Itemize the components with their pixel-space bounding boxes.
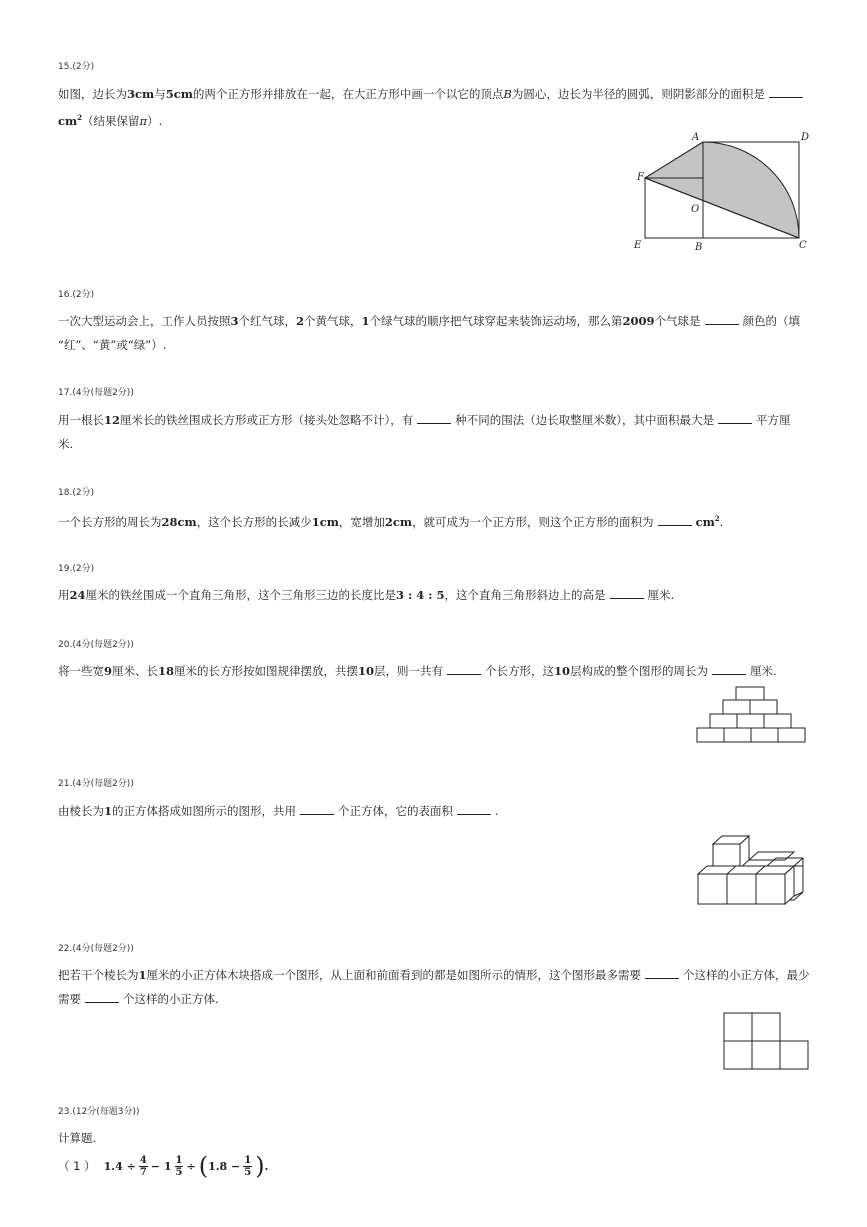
question-17-header bbox=[58, 385, 134, 398]
question-15-text bbox=[58, 82, 818, 133]
ratio: 3 : 4 : 5 bbox=[396, 588, 445, 602]
paren-open: ( bbox=[198, 1152, 209, 1180]
text: ，这个直角三角形斜边上的高是 bbox=[444, 588, 606, 602]
value: 12 bbox=[104, 413, 121, 427]
question-21-text bbox=[58, 799, 818, 823]
text: ）. bbox=[147, 113, 163, 128]
text: 个红气球， bbox=[238, 314, 297, 328]
question-23-title: 计算题. bbox=[58, 1131, 97, 1145]
text: 个气球是 bbox=[654, 314, 701, 328]
text: 厘米长的铁丝围成长方形或正方形（接头处忽略不计），有 bbox=[120, 413, 414, 427]
question-score: (2分) bbox=[72, 62, 95, 72]
text: ，就可成为一个正方形，则这个正方形的面积为 bbox=[412, 514, 654, 529]
expr-part: 1.4 ÷ bbox=[103, 1159, 136, 1173]
answer-blank[interactable] bbox=[300, 803, 334, 815]
answer-blank[interactable] bbox=[705, 313, 739, 325]
question-22-header bbox=[58, 941, 134, 954]
numerator: 1 bbox=[175, 1154, 183, 1166]
text: 一次大型运动会上，工作人员按照 bbox=[58, 314, 231, 328]
question-16-header bbox=[58, 287, 94, 300]
question-20-text bbox=[58, 659, 838, 683]
question-16-text bbox=[58, 309, 818, 357]
fraction-1-5 bbox=[175, 1155, 184, 1178]
value: 28cm bbox=[161, 514, 197, 529]
unit: cm bbox=[58, 113, 78, 128]
answer-blank[interactable] bbox=[85, 991, 119, 1003]
question-score: (2分) bbox=[72, 488, 95, 498]
text: 个这样的小正方体，最少 bbox=[683, 968, 810, 982]
question-18-header bbox=[58, 485, 94, 498]
text: 厘米. bbox=[750, 664, 777, 678]
question-number: 16. bbox=[58, 290, 73, 300]
question-15-header bbox=[58, 59, 94, 72]
text: “红”、“黄”或“绿”）. bbox=[58, 338, 167, 352]
question-23-header bbox=[58, 1104, 140, 1117]
value: 2 bbox=[296, 314, 305, 328]
text: 颜色的（填 bbox=[742, 314, 801, 328]
question-number: 15. bbox=[58, 62, 73, 72]
numerator: 1 bbox=[244, 1154, 252, 1166]
label-C: C bbox=[799, 240, 807, 251]
question-number: 19. bbox=[58, 564, 73, 574]
value: 2cm bbox=[384, 514, 413, 529]
geometry-figure bbox=[625, 128, 815, 258]
text: 厘米. bbox=[647, 588, 675, 602]
question-21-header bbox=[58, 776, 134, 789]
item-label: （ 1 ） bbox=[58, 1159, 96, 1173]
question-22-text bbox=[58, 963, 828, 1011]
text: 由棱长为 bbox=[58, 804, 104, 818]
cube-stack-figure bbox=[695, 826, 807, 908]
paren-close: ) bbox=[255, 1152, 265, 1180]
question-number: 20. bbox=[58, 640, 73, 650]
answer-blank[interactable] bbox=[712, 663, 746, 675]
value: 3 bbox=[230, 314, 239, 328]
label-B: B bbox=[695, 242, 703, 253]
text: 用一根长 bbox=[58, 413, 104, 427]
denominator: 5 bbox=[175, 1166, 183, 1178]
value: 9 bbox=[104, 664, 113, 678]
text: 一个长方形的周长为 bbox=[58, 514, 162, 529]
value: 1 bbox=[104, 804, 113, 818]
text: 种不同的围法（边长取整厘米数），其中面积最大是 bbox=[455, 413, 715, 427]
text: 厘米的铁丝围成一个直角三角形，这个三角形三边的长度比是 bbox=[85, 588, 397, 602]
expr-part: − 1 bbox=[150, 1159, 172, 1173]
fraction-4-7 bbox=[139, 1155, 148, 1178]
question-score: (4分(每题2分)) bbox=[72, 388, 134, 398]
unit-exponent: 2 bbox=[77, 113, 83, 122]
text: ，宽增加 bbox=[338, 514, 385, 529]
text: 米. bbox=[58, 437, 74, 451]
expr-part: ÷ bbox=[186, 1159, 196, 1173]
label-D: D bbox=[801, 132, 810, 143]
text: （结果保留 bbox=[82, 113, 140, 128]
numerator: 4 bbox=[139, 1154, 147, 1166]
question-20-header bbox=[58, 637, 134, 650]
answer-blank[interactable] bbox=[645, 967, 679, 979]
question-number: 22. bbox=[58, 944, 73, 954]
expr-end: . bbox=[264, 1159, 269, 1173]
value: 2009 bbox=[622, 314, 655, 328]
text: 与 bbox=[154, 87, 166, 101]
text: . bbox=[495, 804, 499, 818]
question-score: (2分) bbox=[72, 564, 95, 574]
question-score: (4分(每题2分)) bbox=[72, 944, 134, 954]
answer-blank[interactable] bbox=[457, 803, 491, 815]
question-18-text bbox=[58, 507, 818, 534]
value: 1 bbox=[138, 968, 147, 982]
answer-blank[interactable] bbox=[769, 86, 803, 98]
value: 3cm bbox=[127, 87, 155, 101]
text: 厘米、长 bbox=[112, 664, 159, 678]
fraction-1-5b bbox=[243, 1155, 252, 1178]
value: 10 bbox=[358, 664, 375, 678]
view-grid-figure bbox=[722, 1011, 810, 1071]
text: . bbox=[719, 514, 724, 529]
denominator: 7 bbox=[139, 1166, 147, 1178]
denominator: 5 bbox=[244, 1166, 252, 1178]
text: 将一些宽 bbox=[58, 664, 104, 678]
value: 10 bbox=[554, 664, 571, 678]
unit-exponent: 2 bbox=[714, 514, 720, 523]
question-score: (4分(每题2分)) bbox=[72, 779, 134, 789]
value: 5cm bbox=[165, 87, 193, 101]
text: 如图，边长为 bbox=[58, 87, 127, 101]
pi-symbol: π bbox=[139, 113, 148, 128]
question-19-header bbox=[58, 561, 94, 574]
question-number: 17. bbox=[58, 388, 73, 398]
text: 需要 bbox=[58, 992, 81, 1006]
shaded-region bbox=[645, 142, 799, 238]
value: 18 bbox=[158, 664, 175, 678]
point-label: B bbox=[503, 87, 512, 101]
text: 的两个正方形并排放在一起，在大正方形中画一个以它的顶点 bbox=[192, 87, 504, 101]
value: 24 bbox=[69, 588, 86, 602]
question-number: 23. bbox=[58, 1107, 73, 1117]
text: 层，则一共有 bbox=[374, 664, 444, 678]
value: 1 bbox=[361, 314, 370, 328]
answer-blank[interactable] bbox=[718, 412, 752, 424]
text: ，这个长方形的长减少 bbox=[196, 514, 312, 529]
text: 把若干个棱长为 bbox=[58, 968, 139, 982]
text: 用 bbox=[58, 588, 70, 602]
question-number: 21. bbox=[58, 779, 73, 789]
question-number: 18. bbox=[58, 488, 73, 498]
question-score: (2分) bbox=[72, 290, 95, 300]
text: 的正方体搭成如图所示的图形，共用 bbox=[112, 804, 297, 818]
value: 1cm bbox=[311, 514, 339, 529]
answer-blank[interactable] bbox=[610, 587, 644, 599]
text: 层构成的整个图形的周长为 bbox=[570, 664, 709, 678]
label-F: F bbox=[637, 172, 644, 183]
question-score: (12分(每题3分)) bbox=[72, 1107, 140, 1117]
text: 个黄气球， bbox=[304, 314, 362, 328]
question-23-item-1 bbox=[58, 1150, 268, 1182]
text: 个绿气球的顺序把气球穿起来装饰运动场，那么第 bbox=[369, 314, 623, 328]
rectangle-pyramid-figure bbox=[695, 686, 809, 744]
expr-part: 1.8 − bbox=[208, 1159, 241, 1173]
label-A: A bbox=[692, 132, 700, 143]
text: 厘米的小正方体木块搭成一个图形，从上面和前面看到的都是如图所示的情形，这个图形最多需要 bbox=[146, 968, 642, 982]
question-19-text bbox=[58, 583, 818, 607]
text: 厘米的长方形按如图规律摆放，共摆 bbox=[174, 664, 359, 678]
text: 个长方形，这 bbox=[485, 664, 555, 678]
text: 为圆心，边长为半径的圆弧，则阴影部分的面积是 bbox=[511, 87, 765, 101]
text: 个正方体，它的表面积 bbox=[338, 804, 454, 818]
text: 个这样的小正方体. bbox=[123, 992, 219, 1006]
label-E: E bbox=[634, 240, 642, 251]
text: 平方厘 bbox=[756, 413, 791, 427]
label-O: O bbox=[691, 204, 700, 215]
question-17-text bbox=[58, 408, 818, 456]
unit: cm bbox=[695, 514, 715, 529]
answer-blank[interactable] bbox=[447, 663, 481, 675]
answer-blank[interactable] bbox=[417, 412, 451, 424]
question-score: (4分(每题2分)) bbox=[72, 640, 134, 650]
answer-blank[interactable] bbox=[658, 514, 692, 526]
